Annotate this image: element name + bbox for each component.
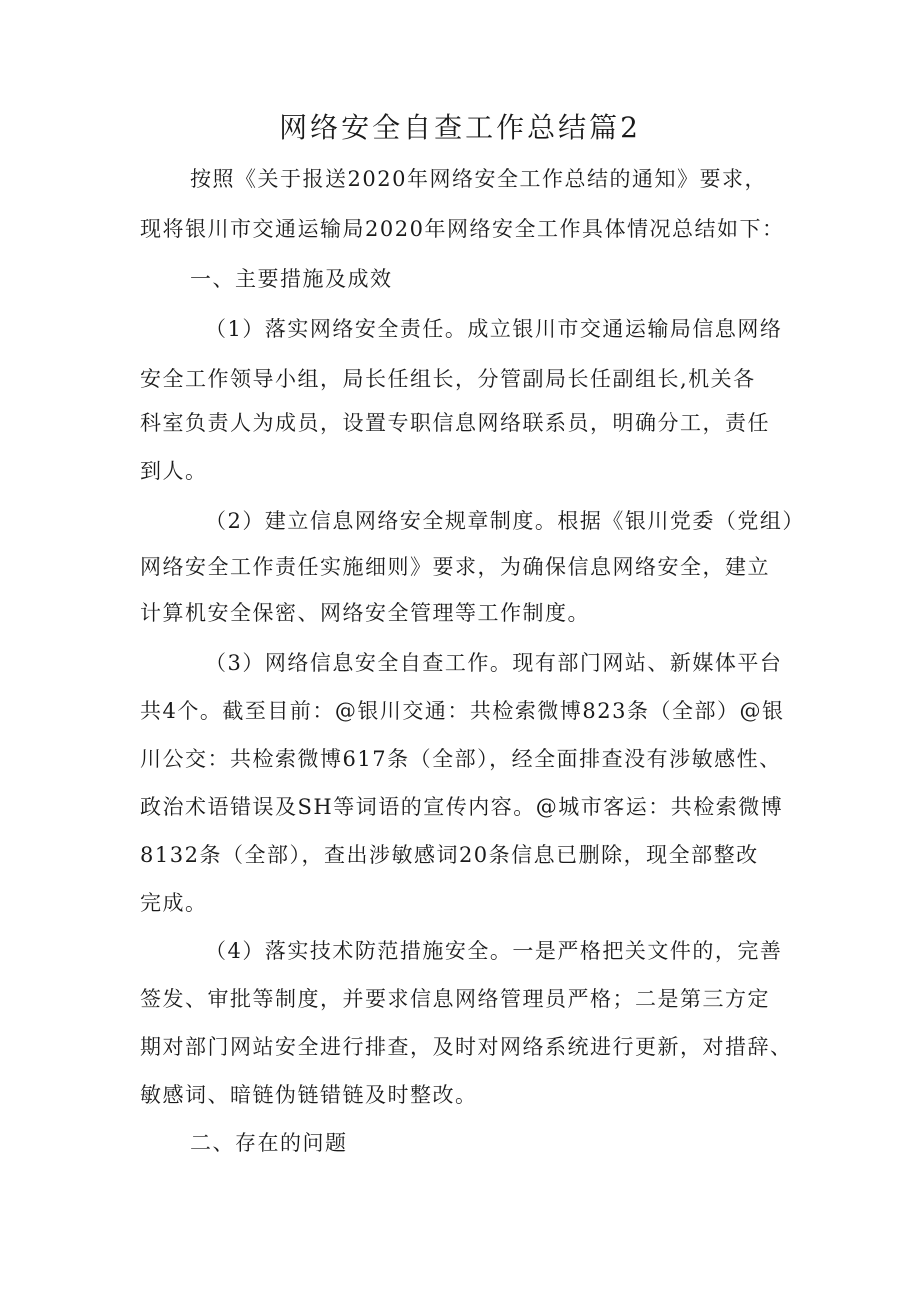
item3-line: 共4个。截至目前：@银川交通：共检索微博823条（全部）@银 xyxy=(140,699,785,723)
intro-line: 按照《关于报送2020年网络安全工作总结的通知》要求， xyxy=(190,167,767,191)
item2-line: 网络安全工作责任实施细则》要求，为确保信息网络安全，建立 xyxy=(140,555,770,579)
item3-line: 8132条（全部），查出涉敏感词20条信息已删除，现全部整改 xyxy=(140,843,759,867)
section1-heading: 一、主要措施及成效 xyxy=(190,267,393,291)
item1-line: 安全工作领导小组，局长任组长，分管副局长任副组长,机关各 xyxy=(140,367,756,391)
item2-line: （2）建立信息网络安全规章制度。根据《银川党委（党组） xyxy=(205,509,805,533)
intro-line: 现将银川市交通运输局2020年网络安全工作具体情况总结如下： xyxy=(140,217,785,241)
item3-line: 政治术语错误及SH等词语的宣传内容。@城市客运：共检索微博 xyxy=(140,795,784,819)
item4-line: （4）落实技术防范措施安全。一是严格把关文件的，完善 xyxy=(205,939,783,963)
document-title: 网络安全自查工作总结篇2 xyxy=(279,111,641,144)
item4-line: 签发、审批等制度，并要求信息网络管理员严格；二是第三方定 xyxy=(140,987,770,1011)
item1-line: （1）落实网络安全责任。成立银川市交通运输局信息网络 xyxy=(205,317,783,341)
item1-line: 科室负责人为成员，设置专职信息网络联系员，明确分工，责任 xyxy=(140,411,770,435)
section2-heading: 二、存在的问题 xyxy=(190,1131,348,1155)
item3-line: 川公交：共检索微博617条（全部），经全面排查没有涉敏感性、 xyxy=(140,747,782,771)
item3-line: （3）网络信息安全自查工作。现有部门网站、新媒体平台 xyxy=(205,651,783,675)
item1-line: 到人。 xyxy=(140,459,208,483)
item4-line: 敏感词、暗链伪链错链及时整改。 xyxy=(140,1083,478,1107)
item3-line: 完成。 xyxy=(140,891,208,915)
item4-line: 期对部门网站安全进行排查，及时对网络系统进行更新，对措辞、 xyxy=(140,1035,793,1059)
item2-line: 计算机安全保密、网络安全管理等工作制度。 xyxy=(140,601,590,625)
